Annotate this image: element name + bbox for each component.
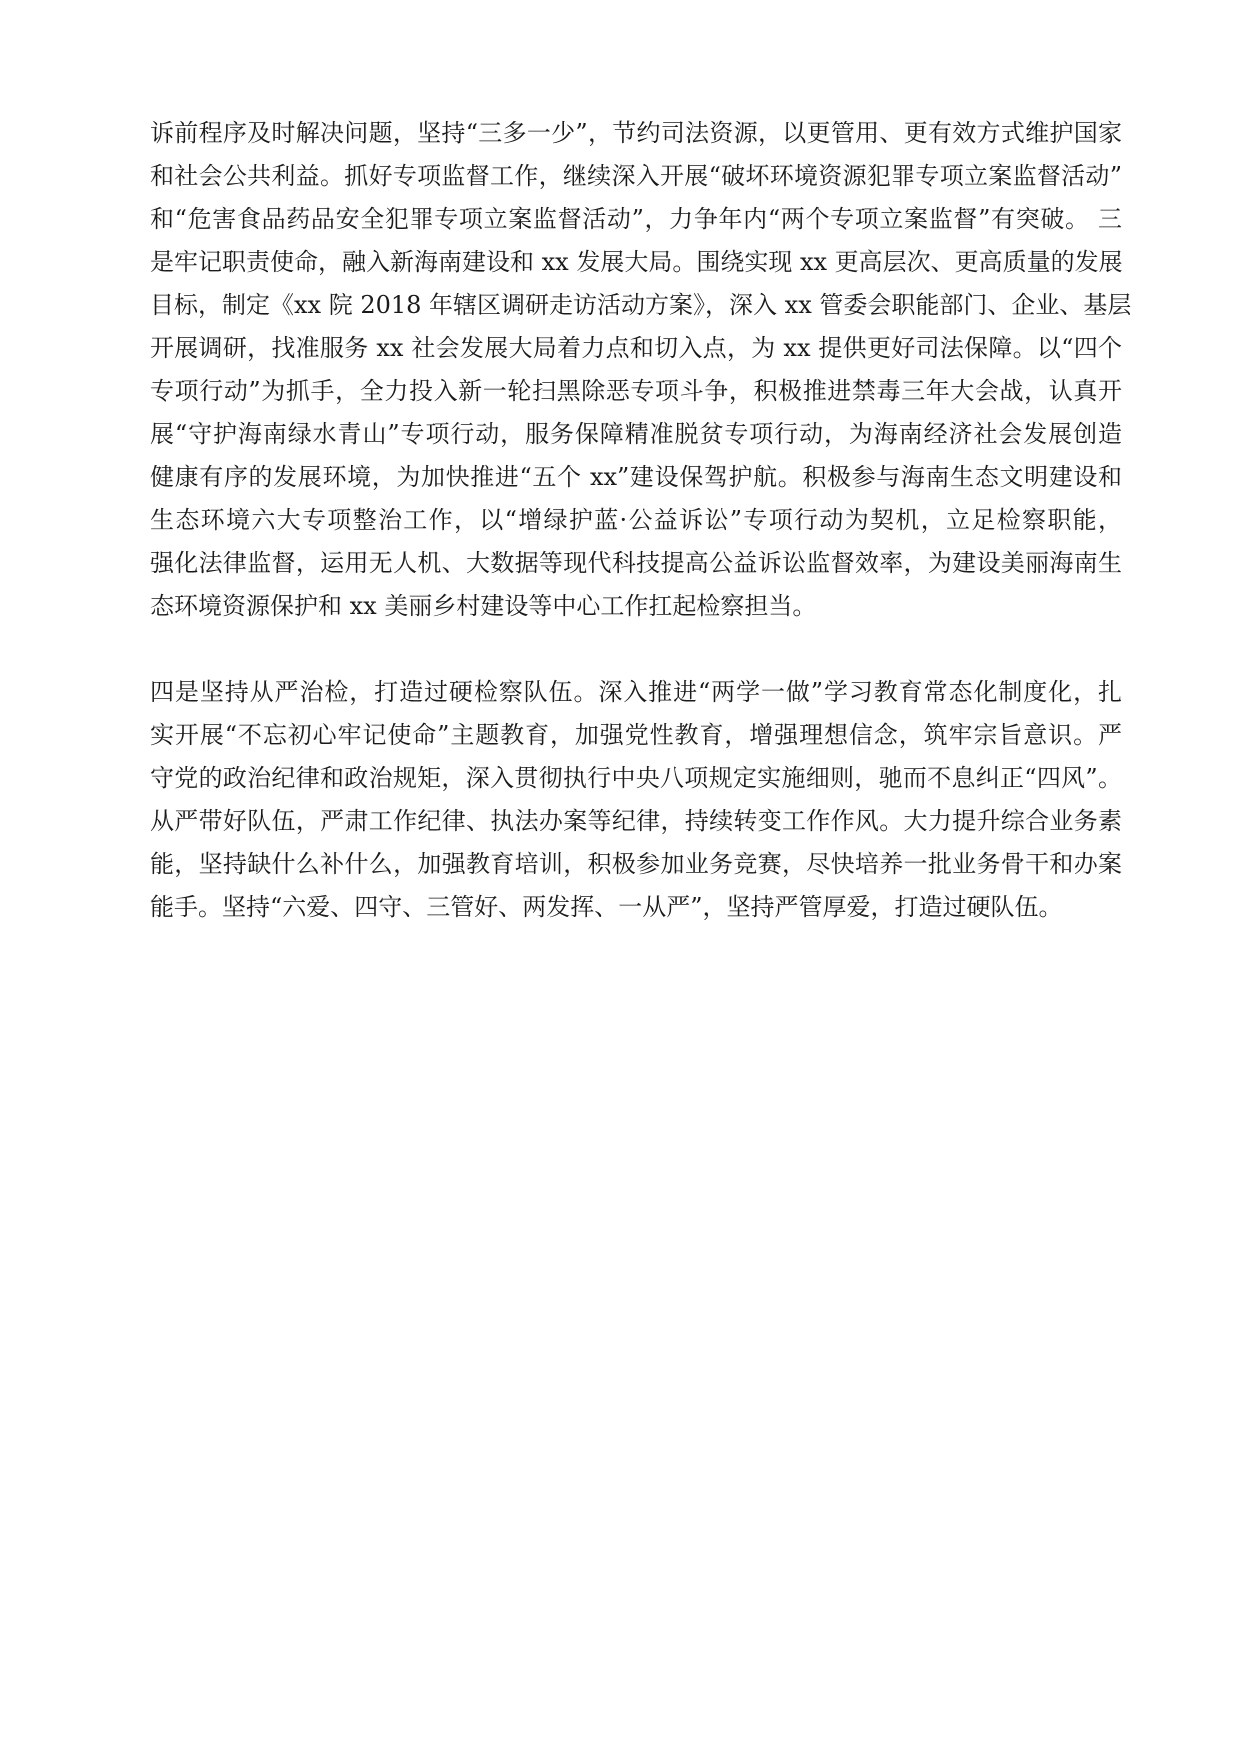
text-line: 开展调研，找准服务 xx 社会发展大局着力点和切入点，为 xx 提供更好司法保障。以“四个	[150, 334, 1122, 362]
text-line: 和“危害食品药品安全犯罪专项立案监督活动”，力争年内“两个专项立案监督”有突破。 三	[150, 205, 1122, 233]
text-line: 诉前程序及时解决问题，坚持“三多一少”，节约司法资源，以更管用、更有效方式维护国家	[150, 119, 1122, 147]
text-line: 健康有序的发展环境，为加快推进“五个 xx”建设保驾护航。积极参与海南生态文明建设和	[150, 463, 1122, 491]
document-body	[150, 112, 1132, 929]
text-line: 守党的政治纪律和政治规矩，深入贯彻执行中央八项规定实施细则，驰而不息纠正“四风”。	[150, 764, 1122, 792]
text-line: 能手。坚持“六爱、四守、三管好、两发挥、一从严”，坚持严管厚爱，打造过硬队伍。	[150, 893, 1063, 921]
text-line: 四是坚持从严治检，打造过硬检察队伍。深入推进“两学一做”学习教育常态化制度化，扎	[150, 678, 1122, 706]
text-line: 生态环境六大专项整治工作，以“增绿护蓝·公益诉讼”专项行动为契机，立足检察职能，	[150, 506, 1122, 534]
text-line: 展“守护海南绿水青山”专项行动，服务保障精准脱贫专项行动，为海南经济社会发展创造	[150, 420, 1122, 448]
text-line: 和社会公共利益。抓好专项监督工作，继续深入开展“破坏环境资源犯罪专项立案监督活动”	[150, 162, 1122, 190]
paragraph-1	[150, 112, 1132, 628]
text-line: 能，坚持缺什么补什么，加强教育培训，积极参加业务竞赛，尽快培养一批业务骨干和办案	[150, 850, 1122, 878]
text-line: 态环境资源保护和 xx 美丽乡村建设等中心工作扛起检察担当。	[150, 592, 817, 620]
paragraph-2	[150, 671, 1122, 929]
text-line: 专项行动”为抓手，全力投入新一轮扫黑除恶专项斗争，积极推进禁毒三年大会战，认真开	[150, 377, 1122, 405]
text-line: 目标，制定《xx 院 2018 年辖区调研走访活动方案》，深入 xx 管委会职能部门、企业、基层	[150, 291, 1132, 319]
text-line: 强化法律监督，运用无人机、大数据等现代科技提高公益诉讼监督效率，为建设美丽海南生	[150, 549, 1122, 577]
text-line: 从严带好队伍，严肃工作纪律、执法办案等纪律，持续转变工作作风。大力提升综合业务素	[150, 807, 1122, 835]
text-line: 实开展“不忘初心牢记使命”主题教育，加强党性教育，增强理想信念，筑牢宗旨意识。严	[150, 721, 1122, 749]
text-line: 是牢记职责使命，融入新海南建设和 xx 发展大局。围绕实现 xx 更高层次、更高质量的发展	[150, 248, 1123, 276]
